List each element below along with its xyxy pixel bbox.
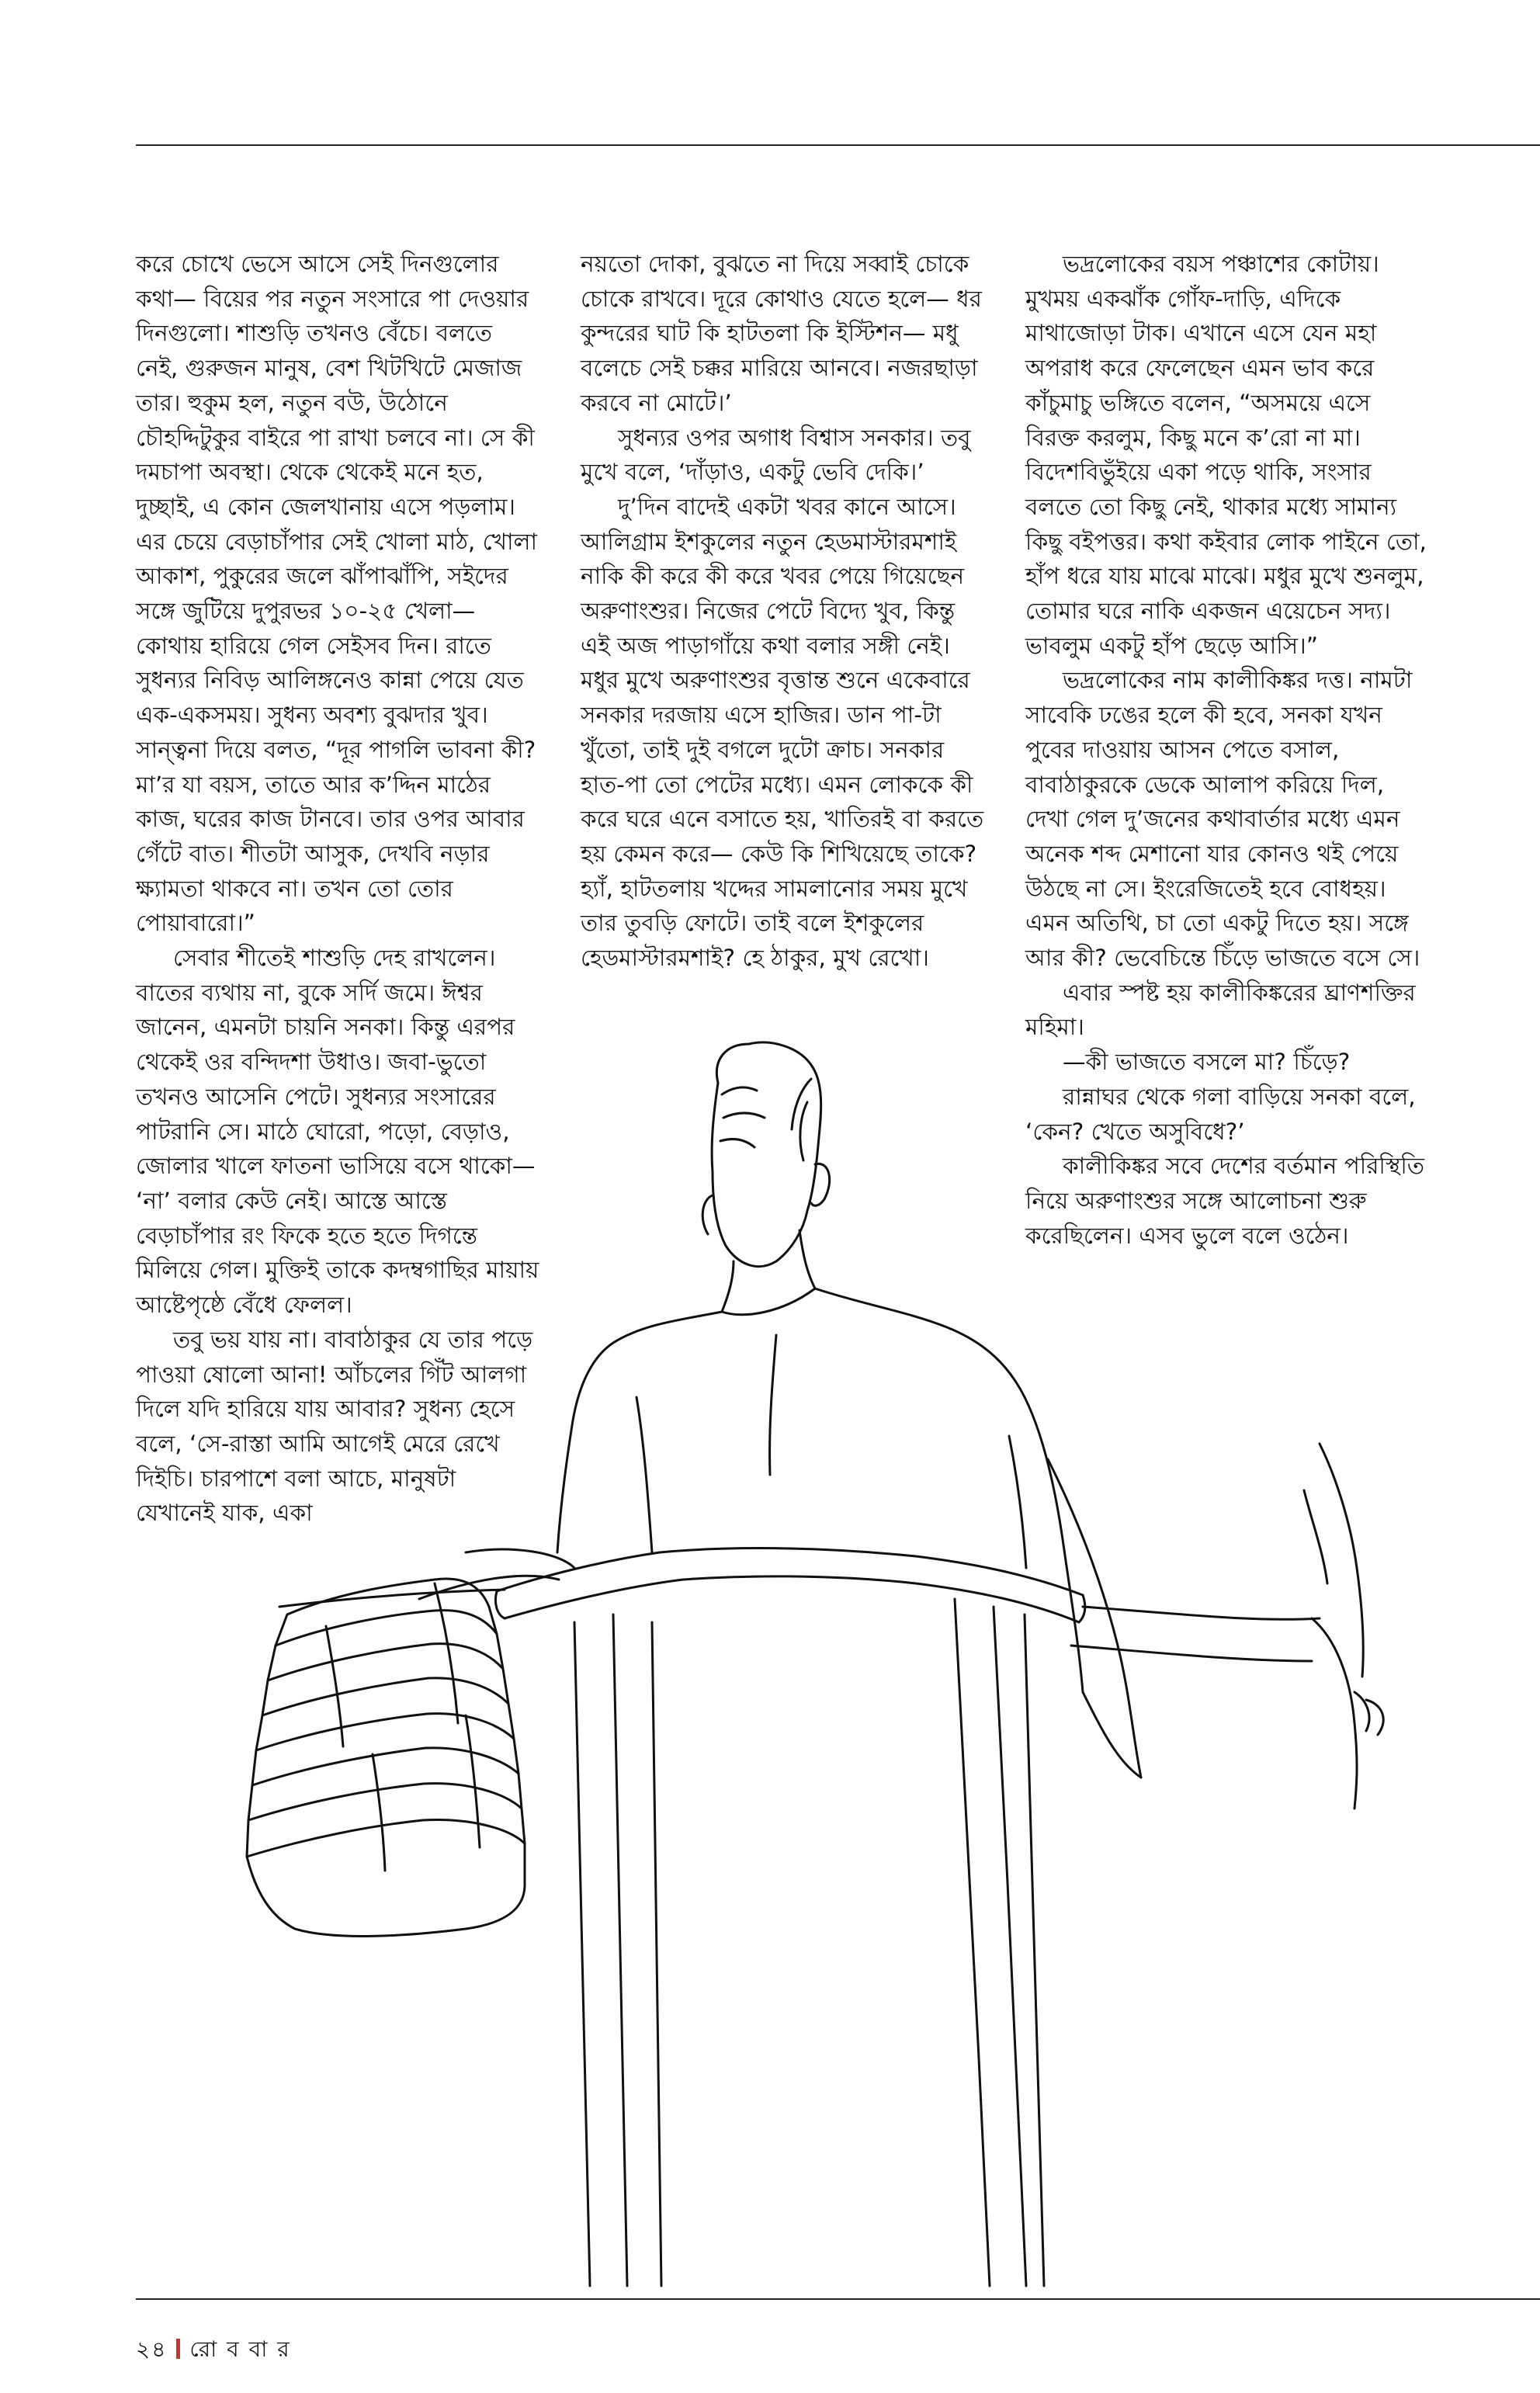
paragraph: তবু ভয় যায় না। বাবাঠাকুর যে তার পড়ে পাওয়া ষোলো আনা! আঁচলের গিঁট আলগা দিলে যদি হারিয়ে যায় আবার? সুধন্য হেসে বলে, ‘সে-রাস্তা আমি আগেই মেরে রেখে দিইচি। চারপাশে বলা আচে, মানুষটা যেখানেই যাক, একা bbox=[136, 1326, 533, 1527]
page-number: ২৪ bbox=[136, 2336, 168, 2362]
page-footer bbox=[136, 2332, 291, 2369]
magazine-name: রো ব বা র bbox=[189, 2336, 291, 2362]
footer-separator bbox=[176, 2339, 180, 2359]
paragraph: করে চোখে ভেসে আসে সেই দিনগুলোর কথা— বিয়ের পর নতুন সংসারে পা দেওয়ার দিনগুলো। শাশুড়ি তখনও বেঁচে। বলতে নেই, গুরুজন মানুষ, বেশ খিটখিটে মেজাজ তার। হুকুম হল, নতুন বউ, উঠোনে চৌহদ্দিটুকুর বাইরে পা রাখা চলবে না। সে কী দমচাপা অবস্থা। থেকে থেকেই মনে হত, দুচ্ছাই, এ কোন জেলখানায় এসে পড়লাম। এর চেয়ে বেড়াচাঁপার সেই খোলা মাঠ, খোলা আকাশ, পুকুরের জলে ঝাঁপাঝাঁপি, সইদের সঙ্গে জুটিয়ে দুপুরভর ১০-২৫ খেলা— কোথায় হারিয়ে গেল সেইসব দিন। রাতে সুধন্যর নিবিড় আলিঙ্গনেও কান্না পেয়ে যেত এক-একসময়। সুধন্য অবশ্য বুঝদার খুব। সান্ত্বনা দিয়ে বলত, “দূর পাগলি ভাবনা কী? মা’র যা বয়স, তাতে আর ক’দ্দিন মাঠের কাজ, ঘরের কাজ টানবে। তার ওপর আবার গেঁটে বাত। শীতটা আসুক, দেখবি নড়ার ক্ষ্যামতা থাকবে না। তখন তো তোর পোয়াবারো।” bbox=[136, 251, 538, 937]
paragraph: সেবার শীতেই শাশুড়ি দেহ রাখলেন। বাতের ব্যথায় না, বুকে সর্দি জমে। ঈশ্বর জানেন, এমনটা চায়নি সনকা। কিন্তু এরপর থেকেই ওর বন্দিদশা উধাও। জবা-ভুতো তখনও আসেনি পেটে। সুধন্যর সংসারের পাটরানি সে। মাঠে ঘোরো, পড়ো, বেড়াও, জোলার খালে ফাতনা ভাসিয়ে বসে থাকো— ‘না’ বলার কেউ নেই। আস্তে আস্তে বেড়াচাঁপার রং ফিকে হতে হতে দিগন্তে মিলিয়ে গেল। মুক্তিই তাকে কদম্বগাছির মায়ায় আষ্টেপৃষ্ঠে বেঁধে ফেলল। bbox=[136, 945, 539, 1319]
paragraph: রান্নাঘর থেকে গলা বাড়িয়ে সনকা বলে, ‘কেন? খেতে অসুবিধে?’ bbox=[1025, 1083, 1416, 1145]
paragraph: কালীকিঙ্কর সবে দেশের বর্তমান পরিস্থিতি নিয়ে অরুণাংশুর সঙ্গে আলোচনা শুরু করেছিলেন। এসব ভুলে বলে ওঠেন। bbox=[1025, 1153, 1424, 1249]
paragraph: নয়তো দোকা, বুঝতে না দিয়ে সব্বাই চোকে চোকে রাখবে। দূরে কোথাও যেতে হলে— ধর কুন্দরের ঘাট কি হাটতলা কি ইস্টিশন— মধু বলেচে সেই চক্কর মারিয়ে আনবে। নজরছাড়া করবে না মোটে।’ bbox=[581, 251, 982, 416]
paragraph: দু’দিন বাদেই একটা খবর কানে আসে। আলিগ্রাম ইশকুলের নতুন হেডমাস্টারমশাই নাকি কী করে কী করে খবর পেয়ে গিয়েছেন অরুণাংশুর। নিজের পেটে বিদ্যে খুব, কিন্তু এই অজ পাড়াগাঁয়ে কথা বলার সঙ্গী নেই। মধুর মুখে অরুণাংশুর বৃত্তান্ত শুনে একেবারে সনকার দরজায় এসে হাজির। ডান পা-টা খুঁতো, তাই দুই বগলে দুটো ক্রাচ। সনকার হাত-পা তো পেটের মধ্যে। এমন লোককে কী করে ঘরে এনে বসাতে হয়, খাতিরই বা করতে হয় কেমন করে— কেউ কি শিখিয়েছে তাকে? হ্যাঁ, হাটতলায় খদ্দের সামলানোর সময় মুখে তার তুবড়ি ফোটে। তাই বলে ইশকুলের হেডমাস্টারমশাই? হে ঠাকুর, মুখ রেখো। bbox=[581, 493, 984, 972]
paragraph: এবার স্পষ্ট হয় কালীকিঙ্করের ঘ্রাণশক্তির মহিমা। bbox=[1025, 979, 1416, 1041]
paragraph: ভদ্রলোকের নাম কালীকিঙ্কর দত্ত। নামটা সাবেকি ঢঙের হলে কী হবে, সনকা যখন পুবের দাওয়ায় আসন পেতে বসাল, বাবাঠাকুরকে ডেকে আলাপ করিয়ে দিল, দেখা গেল দু’জনের কথাবার্তার মধ্যে এমন অনেক শব্দ মেশানো যার কোনও থই পেয়ে উঠছে না সে। ইংরেজিতেই হবে বোধহয়। এমন অতিথি, চা তো একটু দিতে হয়। সঙ্গে আর কী? ভেবেচিন্তে চিঁড়ে ভাজতে বসে সে। bbox=[1025, 667, 1420, 972]
paragraph: ভদ্রলোকের বয়স পঞ্চাশের কোটায়। মুখময় একঝাঁক গোঁফ-দাড়ি, এদিকে মাথাজোড়া টাক। এখানে এসে যেন মহা অপরাধ করে ফেলেছেন এমন ভাব করে কাঁচুমাচু ভঙ্গিতে বলেন, “অসময়ে এসে বিরক্ত করলুম, কিছু মনে ক’রো না মা। বিদেশবিভুঁইয়ে একা পড়ে থাকি, সংসার বলতে তো কিছু নেই, থাকার মধ্যে সামান্য কিছু বইপত্তর। কথা কইবার লোক পাইনে তো, হাঁপ ধরে যায় মাঝে মাঝে। মধুর মুখে শুনলুম, তোমার ঘরে নাকি একজন এয়েচেন সদ্য। ভাবলুম একটু হাঁপ ছেড়ে আসি।” bbox=[1025, 251, 1427, 659]
paragraph: —কী ভাজতে বসলে মা? চিঁড়ে? bbox=[1063, 1049, 1351, 1076]
bottom-rule bbox=[136, 2298, 1540, 2300]
paragraph: সুধন্যর ওপর অগাধ বিশ্বাস সনকার। তবু মুখে বলে, ‘দাঁড়াও, একটু ভেবি দেকি।’ bbox=[581, 424, 971, 486]
